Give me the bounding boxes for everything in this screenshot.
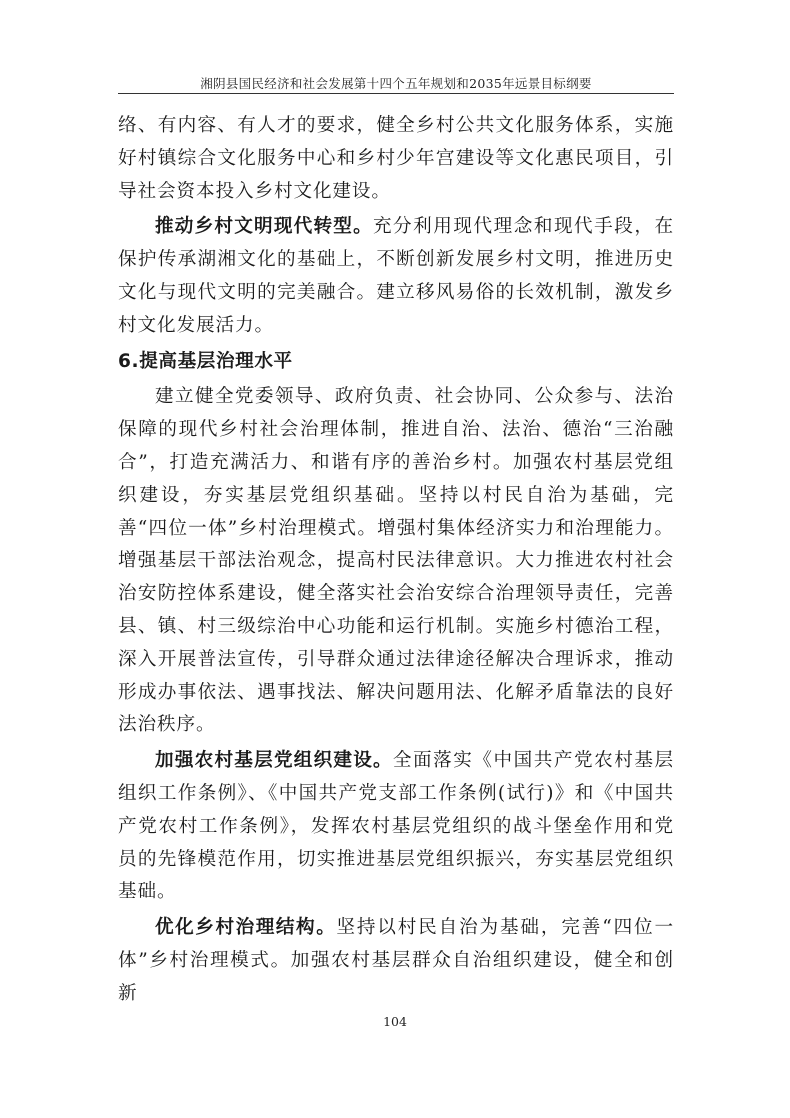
page-number: 104 bbox=[383, 1014, 407, 1029]
paragraph-governance-structure bbox=[118, 912, 674, 1010]
paragraph-continuation: 络、有内容、有人才的要求，健全乡村公共文化服务体系，实施好村镇综合文化服务中心和乡村少年宫建设等文化惠民项目，引导社会资本投入乡村文化建设。 bbox=[118, 115, 674, 202]
paragraph-rural-civilization bbox=[118, 211, 674, 342]
paragraph-lead: 优化乡村治理结构。 bbox=[155, 917, 337, 939]
paragraph-body: 充分利用现代理念和现代手段，在保护传承湖湘文化的基础上，不断创新发展乡村文明，推进历史文化与现代文明的完美融合。建立移风易俗的长效机制，激发乡村文化发展活力。 bbox=[118, 216, 674, 336]
body-text bbox=[118, 110, 674, 1011]
paragraph-lead: 加强农村基层党组织建设。 bbox=[155, 750, 393, 772]
paragraph-body: 坚持以村民自治为基础，完善“四位一体”乡村治理模式。加强农村基层群众自治组织建设，健全和创新 bbox=[118, 917, 675, 1004]
section-heading: 6.提高基层治理水平 bbox=[118, 350, 293, 372]
paragraph-lead: 推动乡村文明现代转型。 bbox=[155, 216, 373, 238]
paragraph-party-organization bbox=[118, 745, 674, 909]
running-header: 湘阴县国民经济和社会发展第十四个五年规划和2035年远景目标纲要 bbox=[200, 76, 592, 91]
paragraph-governance: 建立健全党委领导、政府负责、社会协同、公众参与、法治保障的现代乡村社会治理体制，推进自治、法治、德治“三治融合”，打造充满活力、和谐有序的善治乡村。加强农村基层党组织建设，夯实基层党组织基础。坚持以村民自治为基础，完善“四位一体”乡村治理模式。增强村集体经济实力和治理能力。增强基层干部法治观念，提高村民法律意识。大力推进农村社会治安防控体系建设，健全落实社会治安综合治理领导责任，完善县、镇、村三级综治中心功能和运行机制。实施乡村德治工程，深入开展普法宣传，引导群众通过法律途径解决合理诉求，推动形成办事依法、遇事找法、解决问题用法、化解矛盾靠法的良好法治秩序。 bbox=[118, 386, 674, 736]
paragraph-body: 全面落实《中国共产党农村基层组织工作条例》、《中国共产党支部工作条例(试行)》和《中国共产党农村工作条例》，发挥农村基层党组织的战斗堡垒作用和党员的先锋模范作用，切实推进基层党组织振兴，夯实基层党组织基础。 bbox=[118, 750, 674, 903]
header-rule bbox=[118, 93, 674, 94]
